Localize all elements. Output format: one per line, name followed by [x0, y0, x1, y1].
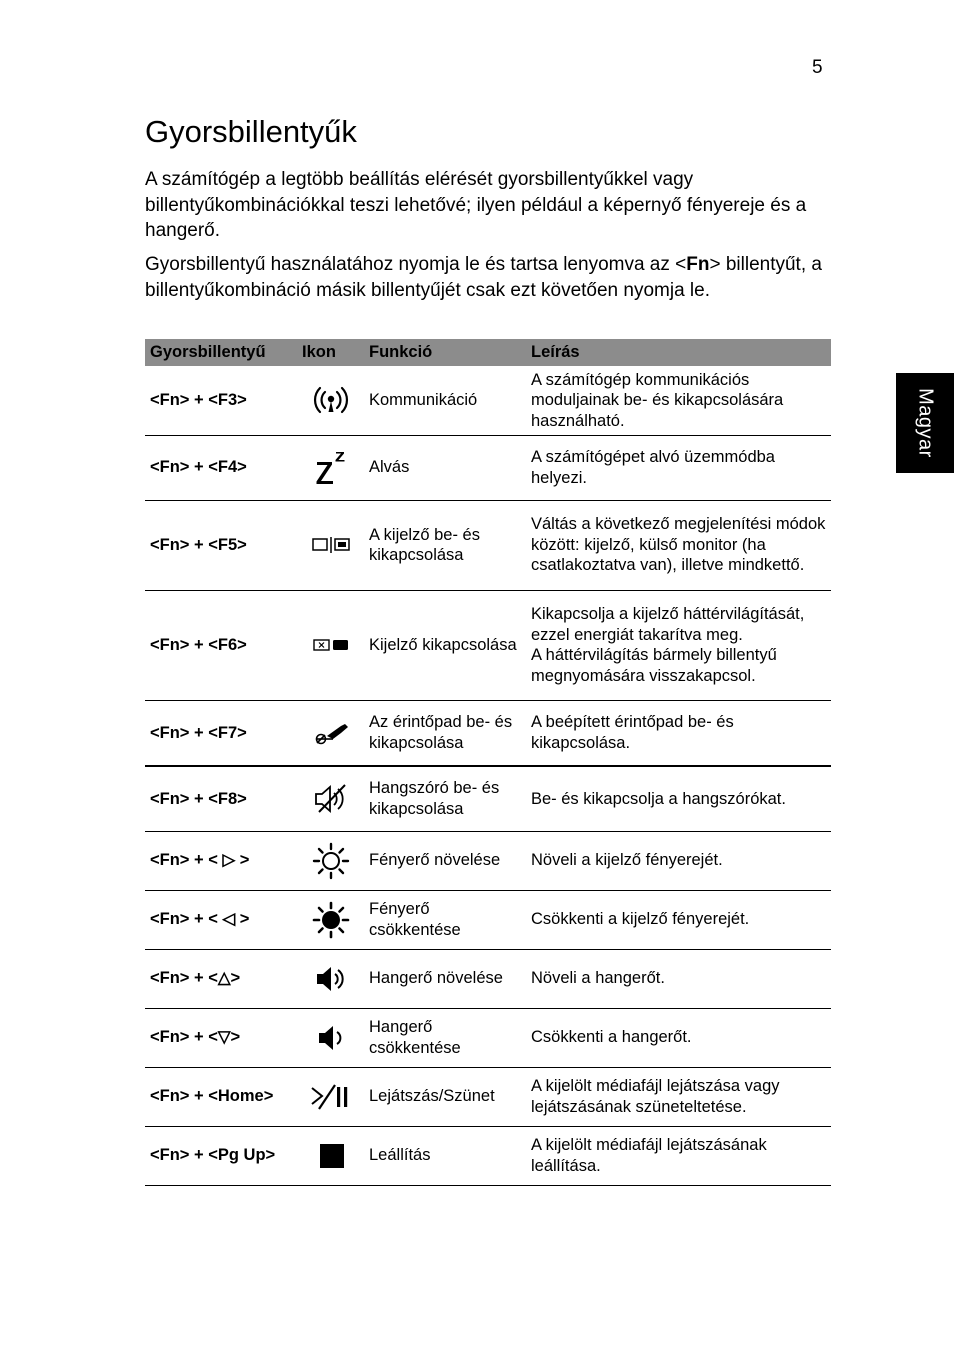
hotkey-cell: <Fn> + <Pg Up>: [145, 1126, 297, 1185]
function-cell: A kijelző be- és kikapcsolása: [364, 500, 526, 590]
table-row: [145, 1067, 831, 1126]
description-cell: Be- és kikapcsolja a hangszórókat.: [526, 766, 831, 831]
fn-key-label: Fn: [686, 254, 710, 275]
hotkey-cell: <Fn> + <F4>: [145, 435, 297, 500]
hotkey-cell: <Fn> + <F5>: [145, 500, 297, 590]
page-number: 5: [812, 57, 823, 78]
display-off-icon: [311, 637, 351, 653]
stop-icon: [311, 1141, 351, 1171]
header-icon: Ikon: [297, 339, 364, 366]
description-cell: A számítógép kommunikációs moduljainak be- és kikapcsolására használható.: [526, 366, 831, 435]
function-cell: Fényerő növelése: [364, 831, 526, 890]
language-label: Magyar: [914, 388, 937, 458]
display-toggle-icon: [311, 536, 351, 554]
function-cell: Leállítás: [364, 1126, 526, 1185]
usage-text-after: > billentyűt, a billentyűkombináció másik billentyűjét csak ezt követően nyomja le.: [145, 254, 822, 301]
brightness-up-icon: [311, 842, 351, 880]
speaker-toggle-icon: [311, 782, 351, 816]
description-cell: A kijelölt médiafájl lejátszásának leállítása.: [526, 1126, 831, 1185]
description-cell: Váltás a következő megjelenítési módok között: kijelző, külső monitor (ha csatlakoztatva van), illetve mindkettő.: [526, 500, 831, 590]
hotkey-cell: <Fn> + <F8>: [145, 766, 297, 831]
volume-down-icon: [311, 1021, 351, 1055]
function-cell: Hangerő csökkentése: [364, 1008, 526, 1067]
touchpad-toggle-icon: [311, 720, 351, 746]
brightness-down-icon: [311, 901, 351, 939]
function-cell: Alvás: [364, 435, 526, 500]
table-row: [145, 366, 831, 435]
table-row: [145, 1126, 831, 1185]
description-cell: A beépített érintőpad be- és kikapcsolása.: [526, 700, 831, 766]
hotkey-cell: <Fn> + <F7>: [145, 700, 297, 766]
wireless-icon: [311, 385, 351, 415]
description-cell: A számítógépet alvó üzemmódba helyezi.: [526, 435, 831, 500]
table-row: [145, 435, 831, 500]
hotkey-cell: <Fn> + <F3>: [145, 366, 297, 435]
hotkey-cell: <Fn> + <▽>: [145, 1008, 297, 1067]
table-row: [145, 831, 831, 890]
header-hotkey: Gyorsbillentyű: [145, 339, 297, 366]
header-description: Leírás: [526, 339, 831, 366]
description-cell: A kijelölt médiafájl lejátszása vagy lejátszásának szüneteltetése.: [526, 1067, 831, 1126]
function-cell: Fényerő csökkentése: [364, 890, 526, 949]
table-row: [145, 700, 831, 766]
hotkey-cell: <Fn> + <F6>: [145, 590, 297, 700]
table-row: [145, 500, 831, 590]
table-header-row: [145, 339, 831, 366]
usage-paragraph: [145, 252, 835, 303]
hotkey-cell: <Fn> + <Home>: [145, 1067, 297, 1126]
volume-up-icon: [311, 962, 351, 996]
hotkey-table: [145, 339, 831, 1186]
hotkey-cell: <Fn> + <△>: [145, 949, 297, 1008]
table-row: [145, 766, 831, 831]
header-function: Funkció: [364, 339, 526, 366]
sleep-icon: [311, 449, 351, 487]
intro-paragraph: A számítógép a legtöbb beállítás elérését gyorsbillentyűkkel vagy billentyűkombinációkkal teszi lehetővé; ilyen például a képernyő fényereje és a hangerő.: [145, 169, 807, 241]
description-cell: Csökkenti a kijelző fényerejét.: [526, 890, 831, 949]
function-cell: Kijelző kikapcsolása: [364, 590, 526, 700]
play-pause-icon: [309, 1082, 353, 1112]
hotkey-cell: <Fn> + < ◁ >: [145, 890, 297, 949]
language-side-tab: [896, 373, 954, 473]
table-row: [145, 890, 831, 949]
page-title: Gyorsbillentyűk: [145, 114, 357, 149]
description-cell: Kikapcsolja a kijelző háttérvilágítását, ezzel energiát takarítva meg. A háttérvilágítás bármely billentyű megnyomására visszakapcsol.: [526, 590, 831, 700]
description-cell: Növeli a kijelző fényerejét.: [526, 831, 831, 890]
table-row: [145, 1008, 831, 1067]
function-cell: Az érintőpad be- és kikapcsolása: [364, 700, 526, 766]
usage-text-before: Gyorsbillentyű használatához nyomja le és tartsa lenyomva az <: [145, 254, 687, 275]
table-row: [145, 949, 831, 1008]
function-cell: Hangszóró be- és kikapcsolása: [364, 766, 526, 831]
function-cell: Hangerő növelése: [364, 949, 526, 1008]
table-row: [145, 590, 831, 700]
function-cell: Lejátszás/Szünet: [364, 1067, 526, 1126]
description-cell: Növeli a hangerőt.: [526, 949, 831, 1008]
function-cell: Kommunikáció: [364, 366, 526, 435]
hotkey-cell: <Fn> + < ▷ >: [145, 831, 297, 890]
description-cell: Csökkenti a hangerőt.: [526, 1008, 831, 1067]
